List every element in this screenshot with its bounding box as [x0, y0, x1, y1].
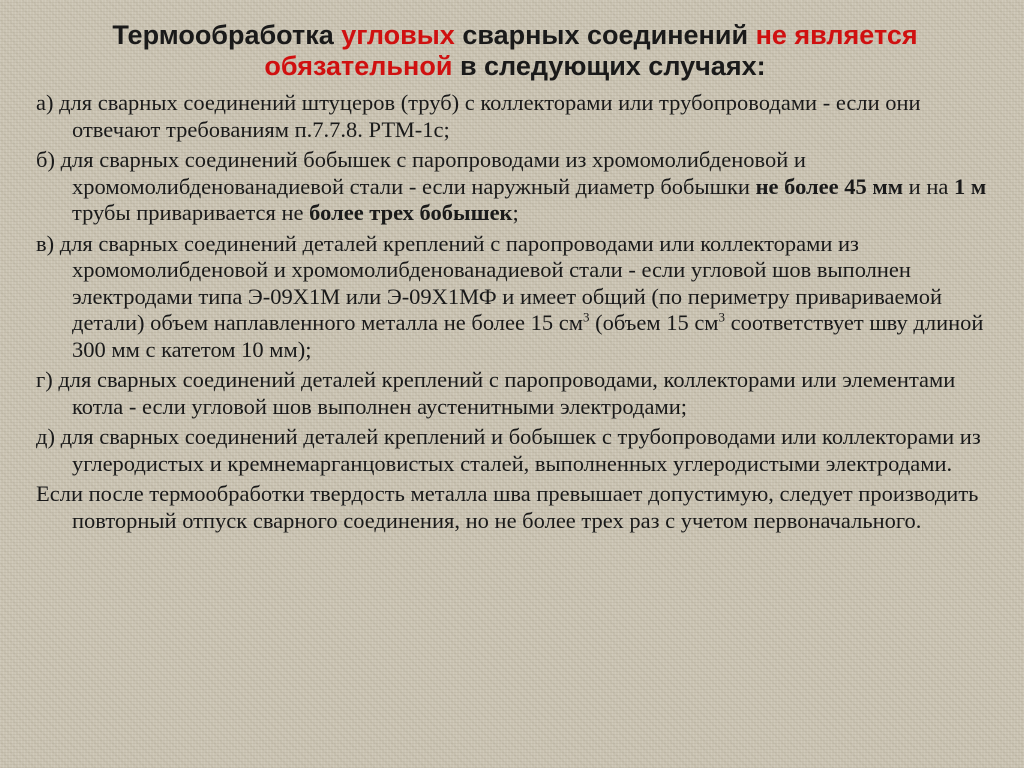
item-b-text-1: б) для сварных соединений бобышек с паропроводами из хромомолибденовой и хромомолибденованадиевой стали - если наружный диаметр бобышки	[36, 147, 806, 199]
item-v-text-1: в) для сварных соединений деталей креплений с паропроводами или коллекторами из хромомолибденовой и хромомолибденованадиевой стали - если угловой шов выполнен электродами типа Э-09Х1М или Э-09Х1МФ и имеет общий (по периметру привариваемой детали) объем наплавленного металла не более 15 см	[36, 230, 943, 335]
list-item-v	[36, 231, 994, 364]
list-item-a	[36, 90, 994, 143]
note-text: Если после термообработки твердость металла шва превышает допустимую, следует производить повторный отпуск сварного соединения, но не более трех раз с учетом первоначального.	[36, 481, 979, 533]
item-d-text: д) для сварных соединений деталей креплений и бобышек с трубопроводами или коллекторами из углеродистых и кремнемарганцовистых сталей, выполненных углеродистыми электродами.	[36, 424, 981, 476]
item-b-text-3: трубы приваривается не	[72, 200, 310, 225]
item-a-text: а) для сварных соединений штуцеров (труб) с коллекторами или трубопроводами - если они отвечают требованиям п.7.7.8. РТМ-1с;	[36, 90, 921, 142]
list-item-b	[36, 147, 994, 227]
title-part-3: сварных соединений	[454, 20, 756, 50]
item-b-bold-length: 1 м	[954, 173, 987, 199]
item-b-bold-count: более трех бобышек	[309, 200, 513, 225]
list-item-d	[36, 424, 994, 477]
item-g-text: г) для сварных соединений деталей креплений с паропроводами, коллекторами или элементами котла - если угловой шов выполнен аустенитными электродами;	[36, 367, 956, 419]
item-b-text-4: ;	[512, 200, 519, 225]
slide-title	[36, 20, 994, 82]
item-v-superscript-1: 3	[582, 309, 590, 325]
title-part-5: в следующих случаях:	[452, 51, 766, 81]
item-v-text-2: (объем 15 см	[589, 310, 719, 335]
item-b-text-2: и на	[903, 173, 954, 199]
item-b-bold-diameter: не более 45 мм	[755, 173, 904, 199]
title-highlight-not-required: не является обязательной	[264, 20, 918, 81]
title-highlight-corner: угловых	[341, 20, 455, 50]
title-part-1: Термообработка	[112, 20, 342, 50]
item-v-text-3: соответствует шву длиной 300 мм с катетом 10 мм);	[72, 310, 984, 362]
item-v-superscript-2: 3	[718, 309, 726, 325]
note-paragraph	[36, 481, 994, 534]
list-item-g	[36, 367, 994, 420]
